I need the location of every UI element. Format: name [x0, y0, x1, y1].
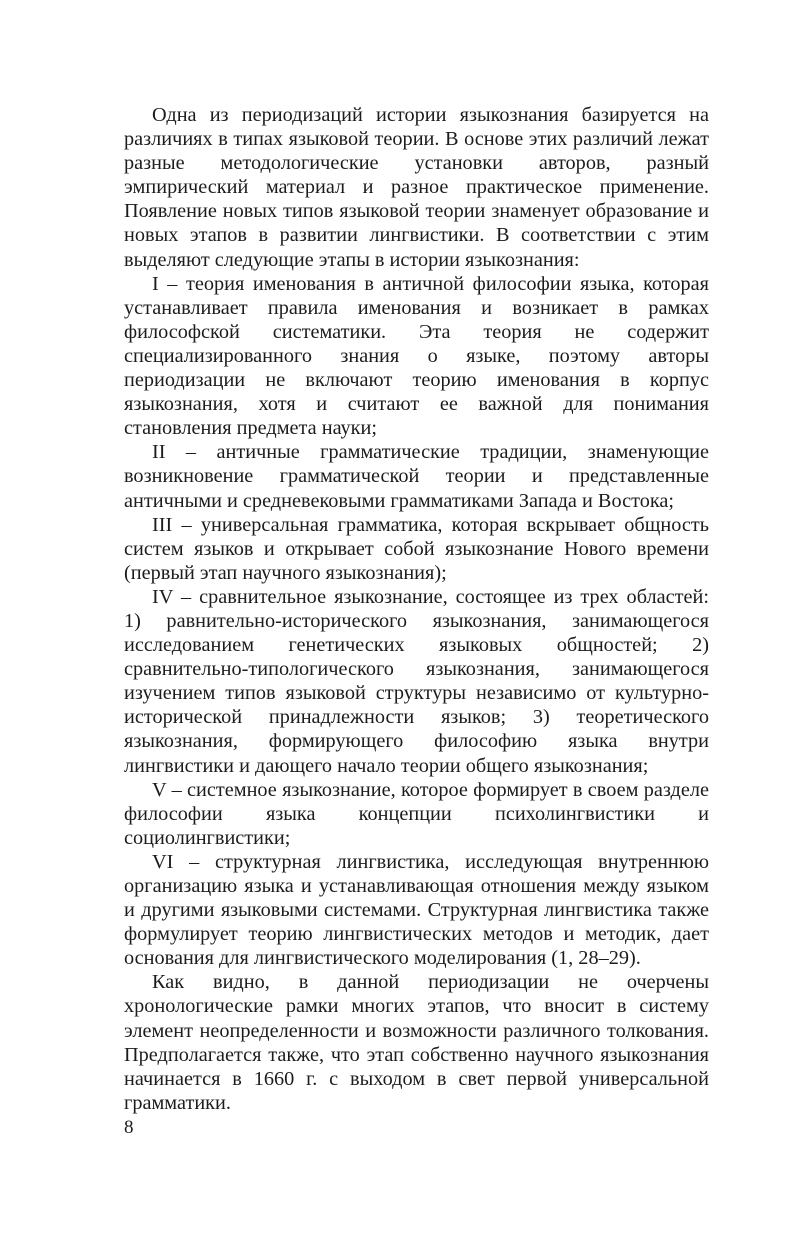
paragraph-stage-5: V – системное языкознание, которое формирует в своем разделе философии языка концепции психолингвистики и социолингвистики; — [124, 778, 709, 849]
paragraph-intro: Одна из периодизаций истории языкознания базируется на различиях в типах языковой теории. В основе этих различий лежат разные методологические установки авторов, разный эмпирический материал и разное практическое применение. Появление новых типов языковой теории знаменует образование и новых этапов в развитии лингвистики. В соответствии с этим выделяют следующие этапы в истории языкознания: — [124, 104, 709, 271]
body-text — [124, 103, 709, 1115]
paragraph-conclusion: Как видно, в данной периодизации не очерчены хронологические рамки многих этапов, что вносит в систему элемент неопределенности и возможности различного толкования. Предполагается также, что этап собственно научного языкознания начинается в 1660 г. с выходом в свет первой универсальной грамматики. — [124, 971, 709, 1114]
page-number: 8 — [124, 1117, 134, 1138]
paragraph-stage-4: IV – сравнительное языкознание, состоящее из трех областей: 1) равнительно-исторического языкознания, занимающегося исследованием генетических языковых общностей; 2) сравнительно-типологического языкознания, занимающегося изучением типов языковой структуры независимо от культурно-исторической принадлежности языков; 3) теоретического языкознания, формирующего философию языка внутри лингвистики и дающего начало теории общего языкознания; — [124, 585, 709, 777]
paragraph-stage-2: II – античные грамматические традиции, знаменующие возникновение грамматической теории и представленные античными и средневековыми грамматиками Запада и Востока; — [124, 441, 709, 512]
paragraph-stage-1: I – теория именования в античной философии языка, которая устанавливает правила именования и возникает в рамках философской систематики. Эта теория не содержит специализированного знания о языке, поэтому авторы периодизации не включают теорию именования в корпус языкознания, хотя и считают ее важной для понимания становления предмета науки; — [124, 272, 709, 440]
paragraph-stage-6: VI – структурная лингвистика, исследующая внутреннюю организацию языка и устанавливающая отношения между языком и другими языковыми системами. Структурная лингвистика также формулирует теорию лингвистических методов и методик, дает основания для лингвистического моделирования (1, 28–29). — [124, 850, 709, 970]
paragraph-stage-3: III – универсальная грамматика, которая вскрывает общность систем языков и открывает собой языкознание Нового времени (первый этап научного языкознания); — [124, 513, 709, 584]
